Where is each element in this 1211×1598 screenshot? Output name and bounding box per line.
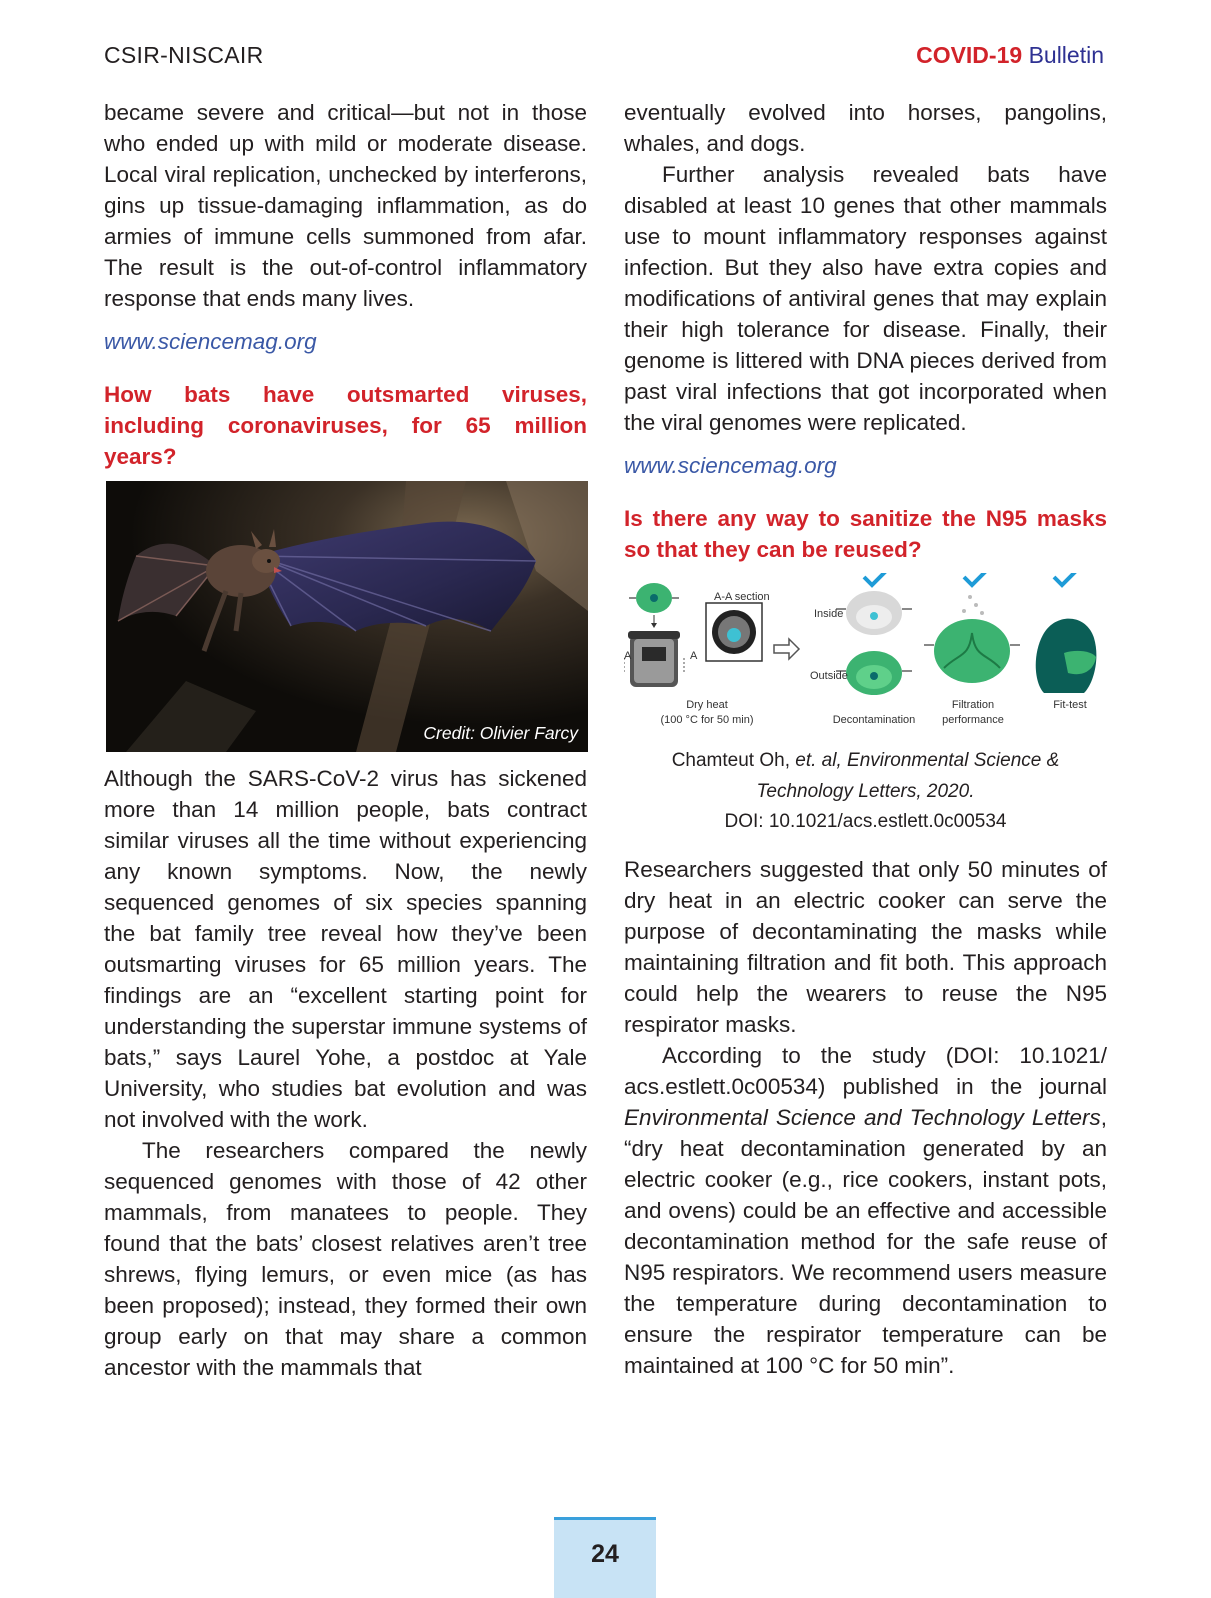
paragraph-part: According to the study (DOI: 10.1021/ acs.estlett.0c00534) published in the journal [624, 1042, 1107, 1099]
article-paragraph: The researchers compared the newly sequenced genomes with those of 42 other mammals, from manatees to people. They found that the bats’ closest relatives aren’t tree shrews, flying lemurs, or even mice (as has been proposed); instead, they formed their own group early on that may share a common ancestor with the mammals that [104, 1138, 587, 1380]
page-number-box [554, 1517, 656, 1598]
source-link[interactable]: www.sciencemag.org [104, 329, 317, 354]
filtration-label [930, 698, 1016, 728]
bulletin-title [916, 42, 1104, 69]
bulletin-label: Bulletin [1028, 42, 1104, 68]
caption-journal: Technology Letters, 2020. [756, 780, 975, 802]
page-number: 24 [591, 1540, 619, 1568]
journal-name: Environmental Science and Technology Letters [624, 1104, 1101, 1130]
article-paragraph: Further analysis revealed bats have disabled at least 10 genes that other mammals use to mount inflammatory responses against infection. But they also have extra copies and modifications of antiviral genes that may explain their high tolerance for disease. Finally, their genome is littered with DNA pieces derived from past viral infections that got incorporated when the viral genomes were replicated. [624, 162, 1107, 435]
right-column [624, 97, 1107, 1381]
filtration-title: Filtration [951, 699, 995, 711]
covid-label: COVID-19 [916, 42, 1023, 68]
paragraph-part: , “dry heat decontamination generated by an electric cooker (e.g., rice cookers, instant pots, and ovens) could be an effective and accessible decontamination method for the safe reuse of N95 respirators. We recommend users measure the temperature during decontamination to ensure the respirator temperature can be maintained at 100 °C for 50 min”. [624, 1104, 1107, 1378]
caption-author: Chamteut Oh, [671, 750, 796, 771]
filtration-subtitle: performance [942, 714, 1004, 726]
n95-decontamination-diagram [624, 573, 1107, 740]
article-paragraph: became severe and critical—but not in those who ended up with mild or moderate disease. Local viral replication, unchecked by interferons, gins up tissue-damaging inflammation, as do armies of immune cells summoned from afar. The result is the out-of-control inflammatory response that ends many lives. [104, 100, 587, 311]
dry-heat-title: Dry heat [686, 699, 728, 711]
aa-section-label: A-A section [714, 591, 770, 603]
bat-photo [106, 481, 588, 752]
outside-label: Outside [810, 670, 848, 682]
dry-heat-label [652, 698, 762, 728]
article-heading-bats: How bats have outsmarted viruses, including coronaviruses, for 65 million years? [104, 382, 587, 469]
a-right-label: A [690, 650, 698, 662]
bat-illustration [106, 481, 588, 752]
a-left-label: A [624, 650, 632, 662]
publisher-name: CSIR-NISCAIR [104, 42, 264, 68]
decontamination-label: Decontamination [832, 714, 916, 726]
caption-citation: et. al, Environmental Science & [795, 750, 1060, 771]
article-paragraph: Researchers suggested that only 50 minutes of dry heat in an electric cooker can serve the purpose of decontaminating the masks while maintaining filtration and fit both. This approach could help the wearers to reuse the N95 respirator masks. [624, 856, 1107, 1037]
left-column [104, 97, 587, 1383]
fit-test-label: Fit-test [1053, 699, 1087, 711]
source-link[interactable]: www.sciencemag.org [624, 453, 837, 478]
inside-label: Inside [814, 608, 844, 620]
article-paragraph: Although the SARS-CoV-2 virus has sickened more than 14 million people, bats contract similar viruses all the time without experiencing any known symptoms. Now, the newly sequenced genomes of six species spanning the bat family tree reveal how they’ve been outsmarting viruses for 65 million years. The findings are an “excellent starting point for understanding the superstar immune systems of bats,” says Laurel Yohe, a postdoc at Yale University, who studies bat evolution and was not involved with the work. [104, 766, 587, 1132]
article-paragraph: eventually evolved into horses, pangolins, whales, and dogs. [624, 100, 1107, 156]
caption-doi: DOI: 10.1021/acs.estlett.0c00534 [724, 811, 1007, 832]
figure-caption [624, 746, 1107, 838]
dry-heat-detail: (100 °C for 50 min) [660, 714, 754, 726]
photo-credit: Credit: Olivier Farcy [423, 723, 578, 743]
article-heading-n95: Is there any way to sanitize the N95 masks so that they can be reused? [624, 506, 1107, 562]
article-paragraph [624, 1040, 1107, 1381]
